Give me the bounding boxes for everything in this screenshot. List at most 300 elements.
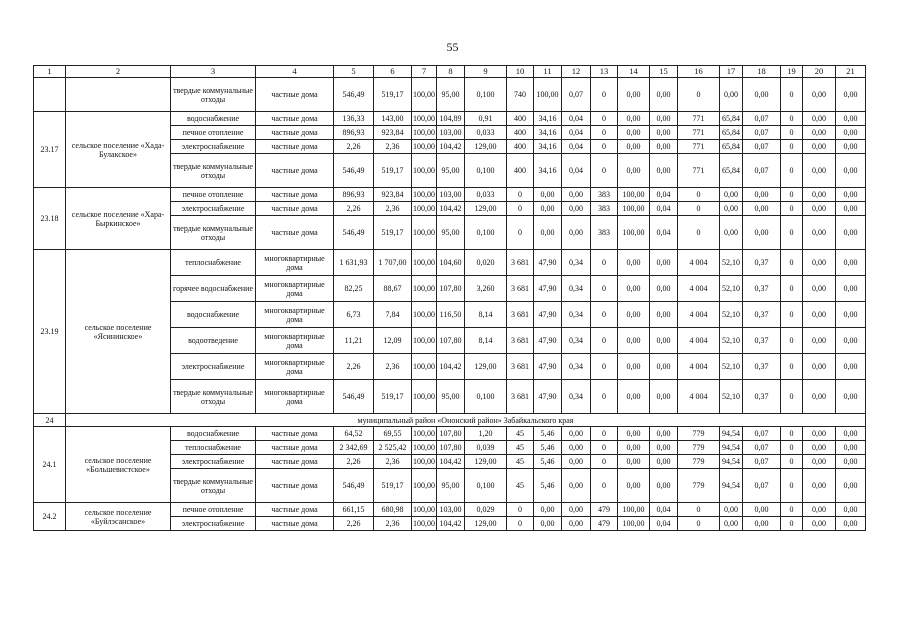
value-cell: 2 342,69 (334, 441, 374, 455)
value-cell: 4 004 (678, 328, 720, 354)
header-row (34, 66, 866, 78)
value-cell: 0,00 (803, 188, 836, 202)
value-cell: 0 (781, 455, 803, 469)
column-header: 11 (534, 66, 562, 78)
value-cell: 0 (591, 78, 618, 112)
value-cell: 0,04 (650, 503, 678, 517)
table-row (34, 503, 866, 517)
value-cell: 0,00 (650, 469, 678, 503)
value-cell: 0 (678, 202, 720, 216)
settlement-name: сельское поселение «Буйлэсанское» (66, 503, 171, 531)
value-cell: 0,00 (803, 380, 836, 414)
value-cell: 0,00 (720, 517, 743, 531)
value-cell: 546,49 (334, 216, 374, 250)
housing-type-cell: многоквартирные дома (256, 354, 334, 380)
value-cell: 0 (781, 154, 803, 188)
value-cell: 0 (591, 126, 618, 140)
value-cell: 0,00 (650, 302, 678, 328)
value-cell: 0,00 (803, 140, 836, 154)
value-cell: 0,00 (836, 469, 866, 503)
value-cell: 0,07 (743, 112, 781, 126)
value-cell: 100,00 (412, 112, 437, 126)
value-cell: 4 004 (678, 250, 720, 276)
column-header: 6 (374, 66, 412, 78)
value-cell: 45 (507, 427, 534, 441)
value-cell: 0 (591, 380, 618, 414)
tariff-table (33, 65, 866, 531)
value-cell: 400 (507, 154, 534, 188)
value-cell: 0,00 (562, 188, 591, 202)
housing-type-cell: частные дома (256, 427, 334, 441)
value-cell: 0,00 (650, 441, 678, 455)
value-cell: 34,16 (534, 126, 562, 140)
value-cell: 0,00 (803, 302, 836, 328)
value-cell: 0,00 (836, 154, 866, 188)
value-cell: 0 (781, 302, 803, 328)
value-cell: 771 (678, 154, 720, 188)
value-cell: 0,00 (618, 302, 650, 328)
value-cell: 45 (507, 441, 534, 455)
value-cell: 0,00 (743, 503, 781, 517)
value-cell: 0,00 (836, 328, 866, 354)
value-cell: 2,36 (374, 202, 412, 216)
value-cell: 100,00 (412, 250, 437, 276)
value-cell: 0 (591, 354, 618, 380)
value-cell: 45 (507, 469, 534, 503)
value-cell: 0,04 (650, 517, 678, 531)
value-cell: 680,98 (374, 503, 412, 517)
value-cell: 383 (591, 202, 618, 216)
table-row (34, 427, 866, 441)
housing-type-cell: многоквартирные дома (256, 380, 334, 414)
value-cell: 129,00 (465, 455, 507, 469)
value-cell: 0 (678, 503, 720, 517)
value-cell: 0,00 (803, 250, 836, 276)
value-cell: 0,07 (743, 427, 781, 441)
value-cell: 0,00 (562, 202, 591, 216)
value-cell: 0,00 (534, 517, 562, 531)
housing-type-cell: частные дома (256, 112, 334, 126)
value-cell: 4 004 (678, 276, 720, 302)
value-cell: 0,00 (836, 380, 866, 414)
value-cell: 5,46 (534, 441, 562, 455)
value-cell: 0 (781, 517, 803, 531)
value-cell: 0,00 (803, 126, 836, 140)
value-cell: 0,07 (743, 455, 781, 469)
value-cell: 0 (507, 202, 534, 216)
value-cell: 107,80 (437, 276, 465, 302)
value-cell: 100,00 (412, 140, 437, 154)
value-cell: 3 681 (507, 328, 534, 354)
value-cell: 0,00 (534, 216, 562, 250)
value-cell: 0,00 (650, 427, 678, 441)
value-cell: 0,34 (562, 380, 591, 414)
value-cell: 0 (781, 202, 803, 216)
value-cell: 0 (507, 503, 534, 517)
value-cell: 1,20 (465, 427, 507, 441)
value-cell: 34,16 (534, 112, 562, 126)
service-cell: печное отопление (171, 503, 256, 517)
value-cell: 2 525,42 (374, 441, 412, 455)
value-cell: 479 (591, 503, 618, 517)
settlement-name: сельское поселение «Хада-Булакское» (66, 112, 171, 188)
value-cell: 0,04 (650, 202, 678, 216)
value-cell: 0,029 (465, 503, 507, 517)
value-cell: 0,00 (650, 126, 678, 140)
value-cell: 0,04 (650, 188, 678, 202)
column-header: 9 (465, 66, 507, 78)
value-cell: 0,00 (650, 112, 678, 126)
value-cell: 0,00 (618, 140, 650, 154)
value-cell: 0 (781, 469, 803, 503)
value-cell: 0,100 (465, 380, 507, 414)
value-cell: 771 (678, 112, 720, 126)
settlement-name: сельское поселение «Хара-Быркинское» (66, 188, 171, 250)
value-cell: 0,00 (618, 126, 650, 140)
service-cell: твердые коммунальные отходы (171, 469, 256, 503)
value-cell: 95,00 (437, 154, 465, 188)
value-cell: 0,91 (465, 112, 507, 126)
service-cell: водоотведение (171, 328, 256, 354)
value-cell: 1 707,00 (374, 250, 412, 276)
value-cell: 0,00 (650, 140, 678, 154)
column-header: 13 (591, 66, 618, 78)
group-number: 23.17 (34, 112, 66, 188)
value-cell: 0,37 (743, 328, 781, 354)
value-cell: 104,60 (437, 250, 465, 276)
value-cell: 0,00 (650, 455, 678, 469)
value-cell: 104,42 (437, 517, 465, 531)
value-cell: 95,00 (437, 78, 465, 112)
service-cell: печное отопление (171, 126, 256, 140)
housing-type-cell: частные дома (256, 188, 334, 202)
value-cell: 100,00 (412, 469, 437, 503)
value-cell: 0,37 (743, 250, 781, 276)
value-cell: 0,00 (836, 441, 866, 455)
value-cell: 100,00 (412, 302, 437, 328)
value-cell: 100,00 (618, 202, 650, 216)
value-cell: 0 (591, 140, 618, 154)
value-cell: 0,37 (743, 302, 781, 328)
section-title: муниципальный район «Ононский район» Забайкальского края (66, 414, 866, 427)
value-cell: 7,84 (374, 302, 412, 328)
value-cell: 2,36 (374, 517, 412, 531)
value-cell: 0,07 (743, 140, 781, 154)
housing-type-cell: частные дома (256, 216, 334, 250)
value-cell: 100,00 (412, 455, 437, 469)
value-cell: 0,00 (803, 202, 836, 216)
value-cell: 0 (781, 126, 803, 140)
housing-type-cell: частные дома (256, 469, 334, 503)
service-cell: печное отопление (171, 188, 256, 202)
value-cell: 100,00 (412, 216, 437, 250)
value-cell: 0,37 (743, 354, 781, 380)
value-cell: 100,00 (618, 216, 650, 250)
value-cell: 519,17 (374, 380, 412, 414)
value-cell: 0 (591, 302, 618, 328)
value-cell: 100,00 (412, 78, 437, 112)
group-number: 24.2 (34, 503, 66, 531)
value-cell: 0 (678, 216, 720, 250)
value-cell: 94,54 (720, 469, 743, 503)
value-cell: 0,00 (650, 354, 678, 380)
value-cell: 519,17 (374, 469, 412, 503)
value-cell: 47,90 (534, 250, 562, 276)
group-number: 23.19 (34, 250, 66, 414)
value-cell: 0,00 (618, 112, 650, 126)
service-cell: электроснабжение (171, 517, 256, 531)
value-cell: 100,00 (412, 441, 437, 455)
value-cell: 0,00 (803, 427, 836, 441)
value-cell: 0,033 (465, 188, 507, 202)
service-cell: электроснабжение (171, 140, 256, 154)
section-number: 24 (34, 414, 66, 427)
value-cell: 383 (591, 188, 618, 202)
column-header: 14 (618, 66, 650, 78)
value-cell: 34,16 (534, 140, 562, 154)
value-cell: 100,00 (412, 517, 437, 531)
value-cell: 0,00 (534, 202, 562, 216)
value-cell: 0,04 (562, 140, 591, 154)
value-cell: 3 681 (507, 276, 534, 302)
value-cell: 0,00 (803, 441, 836, 455)
value-cell: 0 (591, 455, 618, 469)
value-cell: 116,50 (437, 302, 465, 328)
value-cell: 779 (678, 441, 720, 455)
value-cell: 100,00 (412, 328, 437, 354)
value-cell: 0,00 (650, 78, 678, 112)
value-cell: 100,00 (412, 380, 437, 414)
service-cell: твердые коммунальные отходы (171, 216, 256, 250)
value-cell: 519,17 (374, 216, 412, 250)
service-cell: водоснабжение (171, 427, 256, 441)
value-cell: 0,34 (562, 250, 591, 276)
value-cell: 0,34 (562, 302, 591, 328)
value-cell: 400 (507, 126, 534, 140)
housing-type-cell: многоквартирные дома (256, 328, 334, 354)
table-row (34, 112, 866, 126)
value-cell: 5,46 (534, 469, 562, 503)
value-cell: 100,00 (618, 503, 650, 517)
value-cell: 0 (781, 427, 803, 441)
value-cell: 0,04 (562, 126, 591, 140)
value-cell: 0 (781, 250, 803, 276)
value-cell: 107,80 (437, 328, 465, 354)
service-cell: твердые коммунальные отходы (171, 154, 256, 188)
column-header: 8 (437, 66, 465, 78)
column-header: 4 (256, 66, 334, 78)
column-header: 7 (412, 66, 437, 78)
group-number: 24.1 (34, 427, 66, 503)
value-cell: 0,34 (562, 276, 591, 302)
value-cell: 0 (591, 154, 618, 188)
empty-cell (34, 78, 66, 112)
value-cell: 100,00 (534, 78, 562, 112)
value-cell: 0,34 (562, 328, 591, 354)
value-cell: 0,00 (650, 328, 678, 354)
service-cell: электроснабжение (171, 455, 256, 469)
value-cell: 0,00 (720, 503, 743, 517)
value-cell: 0,00 (836, 188, 866, 202)
value-cell: 94,54 (720, 427, 743, 441)
value-cell: 65,84 (720, 126, 743, 140)
value-cell: 0,00 (618, 380, 650, 414)
value-cell: 0,00 (743, 202, 781, 216)
housing-type-cell: частные дома (256, 517, 334, 531)
value-cell: 2,26 (334, 354, 374, 380)
value-cell: 0,039 (465, 441, 507, 455)
value-cell: 0 (591, 250, 618, 276)
value-cell: 923,84 (374, 188, 412, 202)
value-cell: 0,07 (743, 154, 781, 188)
value-cell: 0,00 (836, 140, 866, 154)
value-cell: 5,46 (534, 427, 562, 441)
value-cell: 0,37 (743, 276, 781, 302)
service-cell: горячее водоснабжение (171, 276, 256, 302)
service-cell: электроснабжение (171, 202, 256, 216)
value-cell: 8,14 (465, 302, 507, 328)
column-header: 10 (507, 66, 534, 78)
value-cell: 143,00 (374, 112, 412, 126)
value-cell: 82,25 (334, 276, 374, 302)
value-cell: 0,00 (836, 126, 866, 140)
value-cell: 546,49 (334, 380, 374, 414)
service-cell: твердые коммунальные отходы (171, 78, 256, 112)
value-cell: 95,00 (437, 216, 465, 250)
column-header: 18 (743, 66, 781, 78)
value-cell: 100,00 (412, 427, 437, 441)
housing-type-cell: частные дома (256, 202, 334, 216)
value-cell: 400 (507, 112, 534, 126)
value-cell: 0,00 (803, 503, 836, 517)
value-cell: 47,90 (534, 380, 562, 414)
value-cell: 0,00 (803, 78, 836, 112)
value-cell: 896,93 (334, 126, 374, 140)
value-cell: 0 (781, 380, 803, 414)
value-cell: 107,80 (437, 427, 465, 441)
section-row (34, 414, 866, 427)
value-cell: 0,00 (836, 216, 866, 250)
service-cell: электроснабжение (171, 354, 256, 380)
value-cell: 2,36 (374, 354, 412, 380)
value-cell: 0,37 (743, 380, 781, 414)
value-cell: 47,90 (534, 328, 562, 354)
value-cell: 0,00 (836, 112, 866, 126)
value-cell: 771 (678, 126, 720, 140)
value-cell: 896,93 (334, 188, 374, 202)
value-cell: 0 (781, 328, 803, 354)
column-header: 2 (66, 66, 171, 78)
column-header: 21 (836, 66, 866, 78)
value-cell: 0,00 (836, 202, 866, 216)
value-cell: 0,00 (743, 216, 781, 250)
value-cell: 0,00 (618, 469, 650, 503)
value-cell: 0 (591, 112, 618, 126)
housing-type-cell: частные дома (256, 455, 334, 469)
value-cell: 0,00 (618, 427, 650, 441)
value-cell: 0 (781, 140, 803, 154)
value-cell: 0,00 (720, 216, 743, 250)
value-cell: 45 (507, 455, 534, 469)
settlement-name: сельское поселение «Ясининское» (66, 250, 171, 414)
value-cell: 479 (591, 517, 618, 531)
value-cell: 779 (678, 469, 720, 503)
value-cell: 47,90 (534, 276, 562, 302)
value-cell: 0 (781, 354, 803, 380)
value-cell: 1 631,93 (334, 250, 374, 276)
table-row (34, 250, 866, 276)
value-cell: 100,00 (412, 126, 437, 140)
value-cell: 546,49 (334, 78, 374, 112)
value-cell: 0,00 (650, 276, 678, 302)
column-header: 3 (171, 66, 256, 78)
value-cell: 0,00 (803, 354, 836, 380)
value-cell: 4 004 (678, 302, 720, 328)
housing-type-cell: частные дома (256, 140, 334, 154)
value-cell: 6,73 (334, 302, 374, 328)
value-cell: 52,10 (720, 302, 743, 328)
value-cell: 0,00 (803, 112, 836, 126)
table-row (34, 78, 866, 112)
value-cell: 0,00 (836, 302, 866, 328)
value-cell: 65,84 (720, 112, 743, 126)
value-cell: 0,00 (803, 276, 836, 302)
value-cell: 383 (591, 216, 618, 250)
value-cell: 0,00 (836, 354, 866, 380)
value-cell: 3 681 (507, 380, 534, 414)
housing-type-cell: частные дома (256, 78, 334, 112)
column-header: 20 (803, 66, 836, 78)
value-cell: 0,00 (562, 517, 591, 531)
housing-type-cell: частные дома (256, 503, 334, 517)
value-cell: 0 (507, 188, 534, 202)
value-cell: 0,34 (562, 354, 591, 380)
value-cell: 69,55 (374, 427, 412, 441)
service-cell: твердые коммунальные отходы (171, 380, 256, 414)
value-cell: 3 681 (507, 250, 534, 276)
table-row (34, 188, 866, 202)
value-cell: 0,00 (618, 441, 650, 455)
value-cell: 129,00 (465, 354, 507, 380)
value-cell: 104,42 (437, 140, 465, 154)
value-cell: 0,00 (562, 455, 591, 469)
value-cell: 740 (507, 78, 534, 112)
value-cell: 8,14 (465, 328, 507, 354)
value-cell: 0,00 (743, 188, 781, 202)
housing-type-cell: частные дома (256, 441, 334, 455)
housing-type-cell: многоквартирные дома (256, 302, 334, 328)
value-cell: 65,84 (720, 154, 743, 188)
value-cell: 0,00 (618, 455, 650, 469)
value-cell: 0 (781, 112, 803, 126)
housing-type-cell: многоквартирные дома (256, 250, 334, 276)
value-cell: 0,00 (650, 250, 678, 276)
value-cell: 0,00 (650, 380, 678, 414)
value-cell: 52,10 (720, 250, 743, 276)
value-cell: 34,16 (534, 154, 562, 188)
value-cell: 0,00 (562, 503, 591, 517)
value-cell: 0,00 (836, 427, 866, 441)
value-cell: 0,020 (465, 250, 507, 276)
value-cell: 129,00 (465, 202, 507, 216)
value-cell: 0,00 (803, 517, 836, 531)
value-cell: 3 681 (507, 354, 534, 380)
value-cell: 0 (781, 503, 803, 517)
value-cell: 0 (678, 188, 720, 202)
value-cell: 0,00 (534, 188, 562, 202)
value-cell: 0,00 (803, 455, 836, 469)
value-cell: 0 (781, 441, 803, 455)
